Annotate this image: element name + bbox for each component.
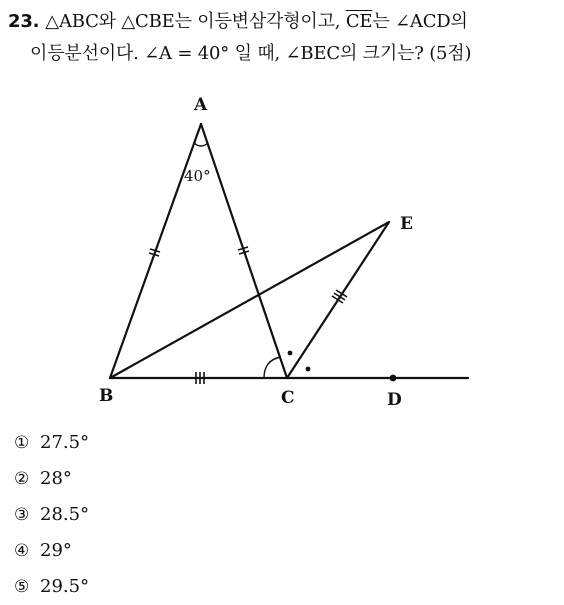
choice-3-text: 28.5° — [40, 504, 90, 525]
angle-arc-a — [194, 143, 208, 146]
angle-mark-dot-2 — [306, 367, 311, 372]
choice-5-number: ⑤ — [14, 577, 30, 597]
angle-arc-c — [264, 357, 281, 378]
choice-5-text: 29.5° — [40, 576, 90, 597]
choice-2-text: 28° — [40, 468, 72, 489]
angle-mark-dot-1 — [288, 351, 293, 356]
label-c: C — [281, 388, 295, 408]
choice-1[interactable] — [14, 425, 314, 461]
question-text-part2: 는 ∠ACD의 — [372, 11, 468, 32]
label-b: B — [99, 386, 114, 406]
point-d-dot — [390, 375, 397, 382]
choice-1-text: 27.5° — [40, 432, 90, 453]
angle-label-a: 40° — [184, 167, 211, 185]
segment-be — [110, 222, 389, 378]
choice-2[interactable] — [14, 461, 314, 497]
segment-ac — [201, 124, 287, 378]
choice-2-number: ② — [14, 469, 30, 489]
choice-3[interactable] — [14, 497, 314, 533]
label-e: E — [400, 214, 413, 234]
segment-ce: $\overline{CE}$ — [345, 11, 373, 32]
question-line2: 이등분선이다. ∠A = 40° 일 때, ∠BEC의 크기는? (5점) — [30, 43, 472, 64]
answer-choices — [14, 425, 314, 605]
choice-4[interactable] — [14, 533, 314, 569]
choice-4-text: 29° — [40, 540, 72, 561]
question-number: 23. — [8, 11, 40, 32]
choice-4-number: ④ — [14, 541, 30, 561]
choice-1-number: ① — [14, 433, 30, 453]
choice-3-number: ③ — [14, 505, 30, 525]
label-a: A — [194, 95, 208, 115]
choice-5[interactable] — [14, 569, 314, 605]
tick-mark-ce — [332, 290, 347, 303]
label-d: D — [387, 390, 402, 410]
question-text-part1: △ABC와 △CBE는 이등변삼각형이고, — [45, 11, 346, 32]
